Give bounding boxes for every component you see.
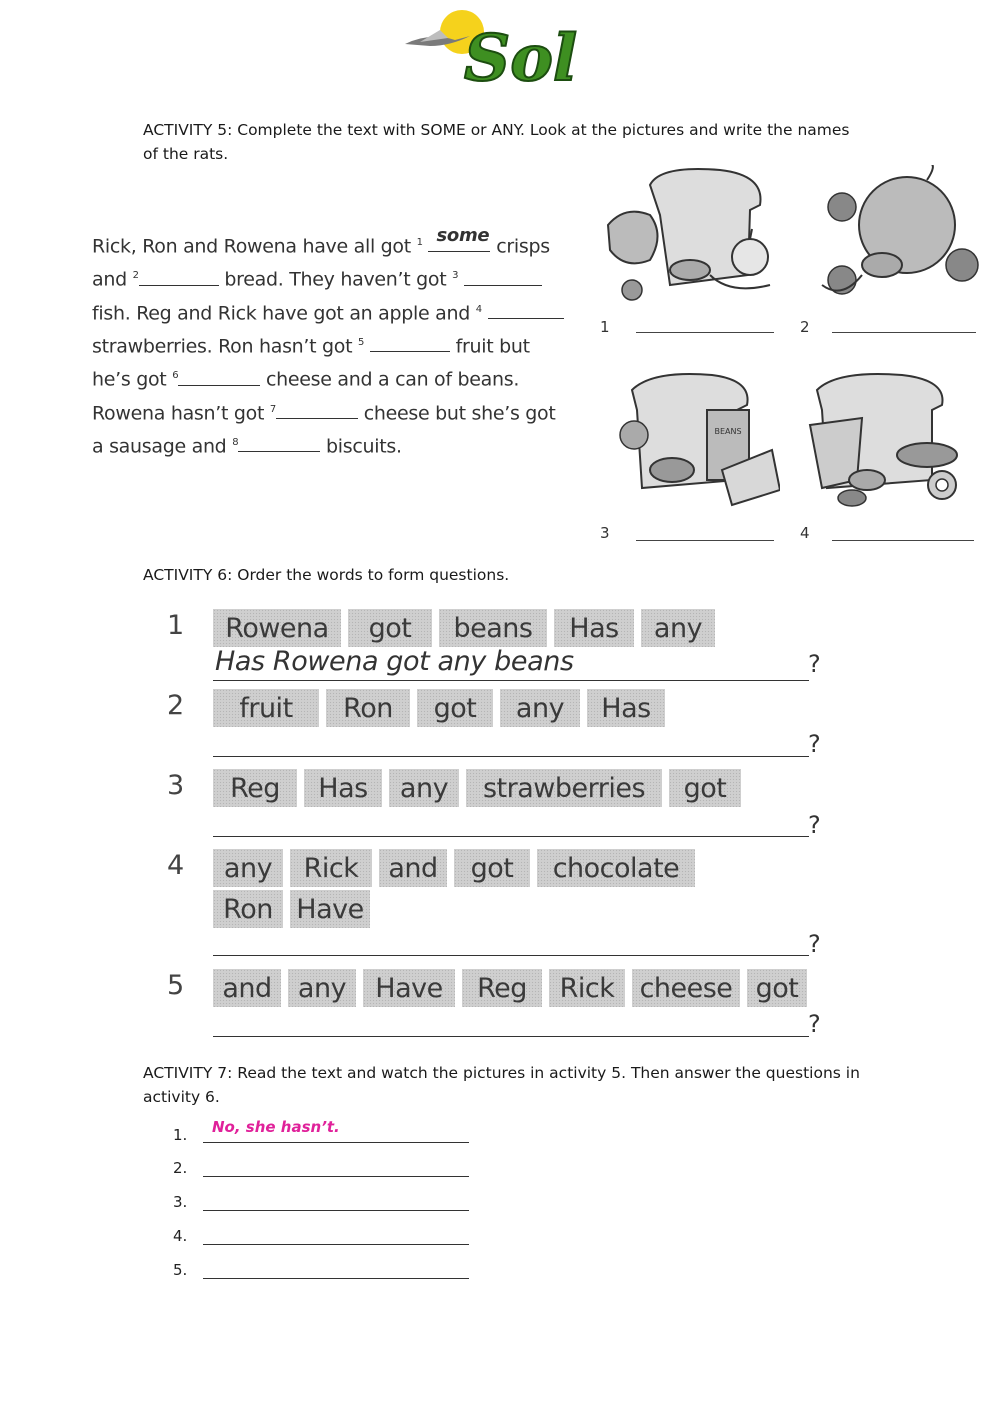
blank-1[interactable]	[428, 225, 490, 252]
answer-5-number: 5.	[173, 1261, 188, 1279]
answer-1-text: No, she hasn’t.	[212, 1118, 340, 1136]
word-tile[interactable]: Has	[304, 769, 382, 807]
word-tile[interactable]: Rick	[290, 849, 372, 887]
word-tile[interactable]: fruit	[213, 689, 319, 727]
question-2-answer-line[interactable]	[213, 756, 809, 757]
blank-4[interactable]	[488, 300, 564, 319]
word-tile[interactable]: Has	[554, 609, 634, 647]
picture-2-name-line[interactable]	[832, 332, 976, 333]
word-tile[interactable]: Reg	[462, 969, 542, 1007]
question-5-number: 5	[167, 970, 185, 1001]
word-tile[interactable]: got	[747, 969, 807, 1007]
word-tile[interactable]: and	[379, 849, 447, 887]
a5-line-3: fish. Reg and Rick have got an apple and $^4$	[92, 295, 572, 328]
question-4-number: 4	[167, 850, 185, 881]
question-3-answer-line[interactable]	[213, 836, 809, 837]
question-4-qmark: ?	[808, 930, 821, 958]
question-2-qmark: ?	[808, 730, 821, 758]
a5-line-4: strawberries. Ron hasn’t got $^5$ fruit but	[92, 335, 530, 358]
answer-3-line[interactable]	[203, 1210, 469, 1211]
activity5-heading: ACTIVITY 5: Complete the text with SOME or ANY. Look at the pictures and write the names of the rats.	[143, 121, 850, 163]
word-tile[interactable]: beans	[439, 609, 547, 647]
a5-line-7: a sausage and $^8$ biscuits.	[92, 435, 402, 458]
answer-5-line[interactable]	[203, 1278, 469, 1279]
word-tile[interactable]: any	[500, 689, 580, 727]
beans-can-label: BEANS	[714, 427, 742, 436]
picture-3-name-line[interactable]	[636, 540, 774, 541]
answer-4-number: 4.	[173, 1227, 188, 1245]
word-tile[interactable]: any	[213, 849, 283, 887]
question-1-number: 1	[167, 610, 185, 641]
activity6-heading: ACTIVITY 6: Order the words to form questions.	[143, 566, 510, 584]
picture-2-rat-apple-strawberries	[812, 165, 982, 305]
answer-2-number: 2.	[173, 1159, 188, 1177]
word-tile[interactable]: got	[669, 769, 741, 807]
blank-3[interactable]	[464, 267, 542, 286]
picture-4-rat-biscuits-sausage	[802, 370, 967, 520]
picture-1-name-line[interactable]	[636, 332, 774, 333]
word-tile[interactable]: any	[288, 969, 356, 1007]
word-tile[interactable]: Reg	[213, 769, 297, 807]
sol-logo	[400, 2, 600, 92]
answer-2-line[interactable]	[203, 1176, 469, 1177]
blank-7[interactable]	[276, 400, 358, 419]
a5-line-6: Rowena hasn’t got $^7$ cheese but she’s got	[92, 401, 556, 424]
answer-3-number: 3.	[173, 1193, 188, 1211]
picture-1-rat-bread-apple	[600, 165, 785, 305]
word-tile[interactable]: Rick	[549, 969, 625, 1007]
word-tile[interactable]: Ron	[213, 890, 283, 928]
question-5-qmark: ?	[808, 1010, 821, 1038]
blank-5[interactable]	[370, 333, 450, 352]
word-tile[interactable]: and	[213, 969, 281, 1007]
word-tile[interactable]: got	[417, 689, 493, 727]
picture-3-number: 3	[600, 524, 610, 542]
question-1-qmark: ?	[808, 650, 821, 678]
question-4-answer-line[interactable]	[213, 955, 809, 956]
answer-4-line[interactable]	[203, 1244, 469, 1245]
question-1-answer-line[interactable]	[213, 680, 809, 681]
word-tile[interactable]: got	[348, 609, 432, 647]
picture-4-number: 4	[800, 524, 810, 542]
word-tile[interactable]: Rowena	[213, 609, 341, 647]
word-tile[interactable]: any	[641, 609, 715, 647]
word-tile[interactable]: chocolate	[537, 849, 695, 887]
activity7-heading: ACTIVITY 7: Read the text and watch the pictures in activity 5. Then answer the questions in activity 6.	[143, 1064, 860, 1106]
question-2-number: 2	[167, 690, 185, 721]
word-tile[interactable]: Has	[587, 689, 665, 727]
picture-1-number: 1	[600, 318, 610, 336]
a5-line-5: he’s got $^6$ cheese and a can of beans.	[92, 368, 520, 391]
answer-1-line[interactable]	[203, 1142, 469, 1143]
word-tile[interactable]: Ron	[326, 689, 410, 727]
logo-text: Sol	[464, 21, 578, 92]
word-tile[interactable]: Have	[290, 890, 370, 928]
word-tile[interactable]: cheese	[632, 969, 740, 1007]
question-3-number: 3	[167, 770, 185, 801]
word-tile[interactable]: got	[454, 849, 530, 887]
blank-2[interactable]	[139, 267, 219, 286]
blank-8[interactable]	[238, 433, 320, 452]
question-1-answer: Has Rowena got any beans	[215, 646, 574, 677]
picture-2-number: 2	[800, 318, 810, 336]
word-tile[interactable]: strawberries	[466, 769, 662, 807]
a5-line-2: and $^2$ bread. They haven’t got $^3$	[92, 261, 572, 294]
picture-4-name-line[interactable]	[832, 540, 974, 541]
question-5-answer-line[interactable]	[213, 1036, 809, 1037]
activity5-text	[92, 225, 572, 461]
word-tile[interactable]: any	[389, 769, 459, 807]
word-tile[interactable]: Have	[363, 969, 455, 1007]
picture-3-rat-beans-cheese	[612, 370, 780, 518]
a5-line-1: Rick, Ron and Rowena have all got $^1$ some crisps	[92, 228, 572, 261]
blank-1-answer: some	[436, 225, 490, 247]
answer-1-number: 1.	[173, 1126, 188, 1144]
blank-6[interactable]	[178, 367, 260, 386]
question-3-qmark: ?	[808, 811, 821, 839]
